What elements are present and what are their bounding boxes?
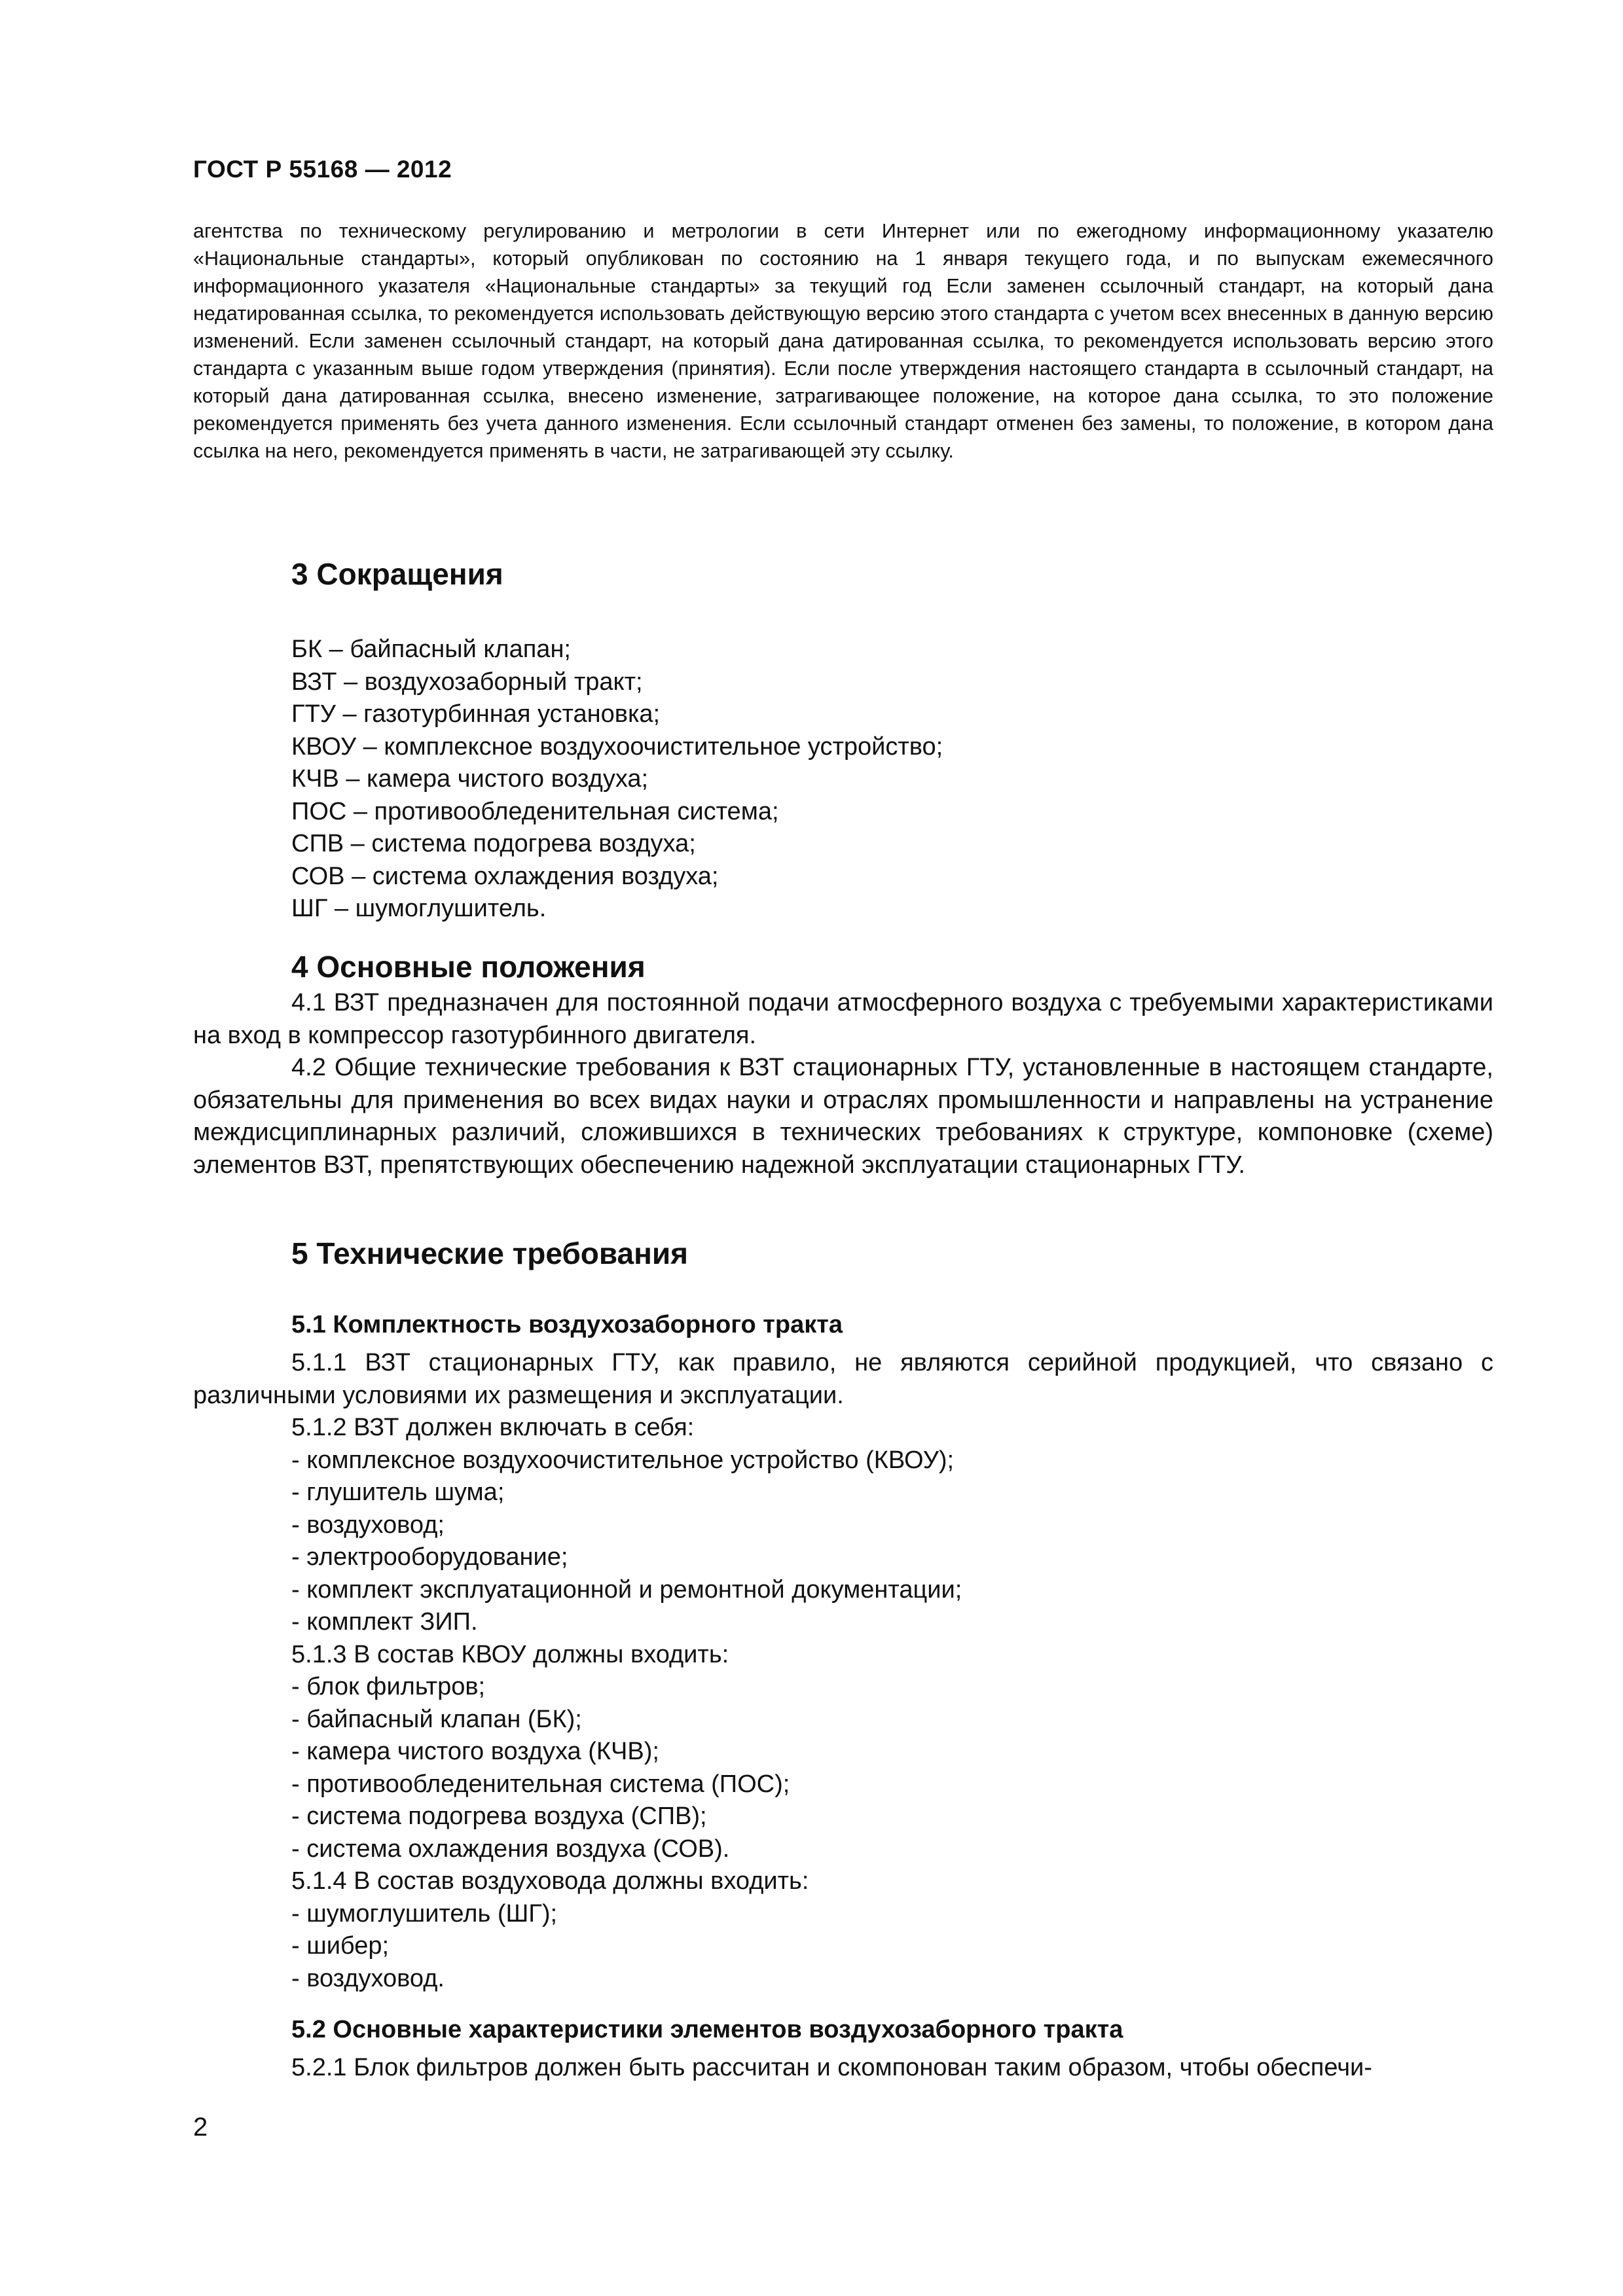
abbreviation-item: ГТУ – газотурбинная установка; [291,700,661,728]
list-item: - комплект эксплуатационной и ремонтной документации; [291,1575,962,1604]
list-item: - система подогрева воздуха (СПВ); [291,1803,707,1830]
abbreviation-item: ШГ – шумоглушитель. [291,895,547,922]
list-item: - глушитель шума; [291,1479,505,1506]
document-header: ГОСТ Р 55168 — 2012 [193,156,452,183]
subsection-5-1-heading: 5.1 Комплектность воздухозаборного тракта [291,1311,843,1338]
clause-5-1-3: 5.1.3 В состав КВОУ должны входить: [291,1640,729,1668]
subsection-5-2-heading: 5.2 Основные характеристики элементов воздухозаборного тракта [291,2016,1123,2043]
abbreviation-item: СОВ – система охлаждения воздуха; [291,862,719,890]
list-item: - блок фильтров; [291,1673,486,1700]
section-4-body [193,987,1493,1181]
section-3-heading: 3 Сокращения [291,557,503,591]
abbreviation-item: БК – байпасный клапан; [291,636,571,663]
abbreviation-item: ВЗТ – воздухозаборный тракт; [291,668,643,696]
clause-4-1: 4.1 ВЗТ предназначен для постоянной подачи атмосферного воздуха с требуемыми характеристиками на вход в компрессор газотурбинного двигателя. [193,989,1493,1049]
clause-4-2: 4.2 Общие технические требования к ВЗТ стационарных ГТУ, установленные в настоящем стандарте, обязательны для применения во всех видах науки и отраслях промышленности и направлены на устранение междисциплинарных различий, сложившихся в технических требованиях к структуре, компоновке (схеме) элементов ВЗТ, препятствующих обеспечению надежной эксплуатации стационарных ГТУ. [193,1054,1493,1179]
list-item: - система охлаждения воздуха (СОВ). [291,1835,730,1863]
clause-5-2-1: 5.2.1 Блок фильтров должен быть рассчитан и скомпонован таким образом, чтобы обеспечи- [291,2054,1372,2081]
intro-paragraph: агентства по техническому регулированию и метрологии в сети Интернет или по ежегодному информационному указателю «Национальные стандарты», который опубликован по состоянию на 1 января текущего года, и по выпускам ежемесячного информационного указателя «Национальные стандарты» за текущий год Если заменен ссылочный стандарт, на который дана недатированная ссылка, то рекомендуется использовать действующую версию этого стандарта с учетом всех внесенных в данную версию изменений. Если заменен ссылочный стандарт, на который дана датированная ссылка, то рекомендуется использовать версию этого стандарта с указанным выше годом утверждения (принятия). Если после утверждения настоящего стандарта в ссылочный стандарт, на который дана датированная ссылка, внесено изменение, затрагивающее положение, на которое дана ссылка, то это положение рекомендуется применять без учета данного изменения. Если ссылочный стандарт отменен без замены, то положение, в котором дана ссылка на него, рекомендуется применять в части, не затрагивающей эту ссылку. [193,220,1493,462]
list-item: - шумоглушитель (ШГ); [291,1899,558,1928]
abbreviation-item: СПВ – система подогрева воздуха; [291,830,696,857]
abbreviation-item: КВОУ – комплексное воздухоочистительное устройство; [291,732,943,761]
list-item: - воздуховод. [291,1964,445,1992]
list-item: - электрооборудование; [291,1543,568,1571]
intro-paragraph-block [193,217,1493,465]
subsection-5-1-body [193,1347,1493,1995]
clause-5-1-1: 5.1.1 ВЗТ стационарных ГТУ, как правило, не являются серийной продукцией, что связано с различными условиями их размещения и эксплуатации. [193,1349,1493,1409]
list-item: - воздуховод; [291,1511,445,1539]
section-5-heading: 5 Технические требования [291,1236,688,1270]
page-number: 2 [193,2113,208,2142]
abbreviation-item: ПОС – противообледенительная система; [291,797,779,825]
section-4-heading: 4 Основные положения [291,950,646,984]
list-item: - комплект ЗИП. [291,1608,478,1636]
abbreviation-item: КЧВ – камера чистого воздуха; [291,765,649,793]
clause-5-1-2: 5.1.2 ВЗТ должен включать в себя: [291,1414,695,1441]
list-item: - шибер; [291,1932,390,1960]
list-item: - байпасный клапан (БК); [291,1705,582,1733]
list-item: - комплексное воздухоочистительное устройство (КВОУ); [291,1446,955,1474]
subsection-5-2-body [193,2052,1493,2085]
clause-5-1-4: 5.1.4 В состав воздуховода должны входить: [291,1867,809,1895]
list-item: - противообледенительная система (ПОС); [291,1770,790,1798]
list-item: - камера чистого воздуха (КЧВ); [291,1738,659,1765]
abbreviation-list [291,634,943,925]
